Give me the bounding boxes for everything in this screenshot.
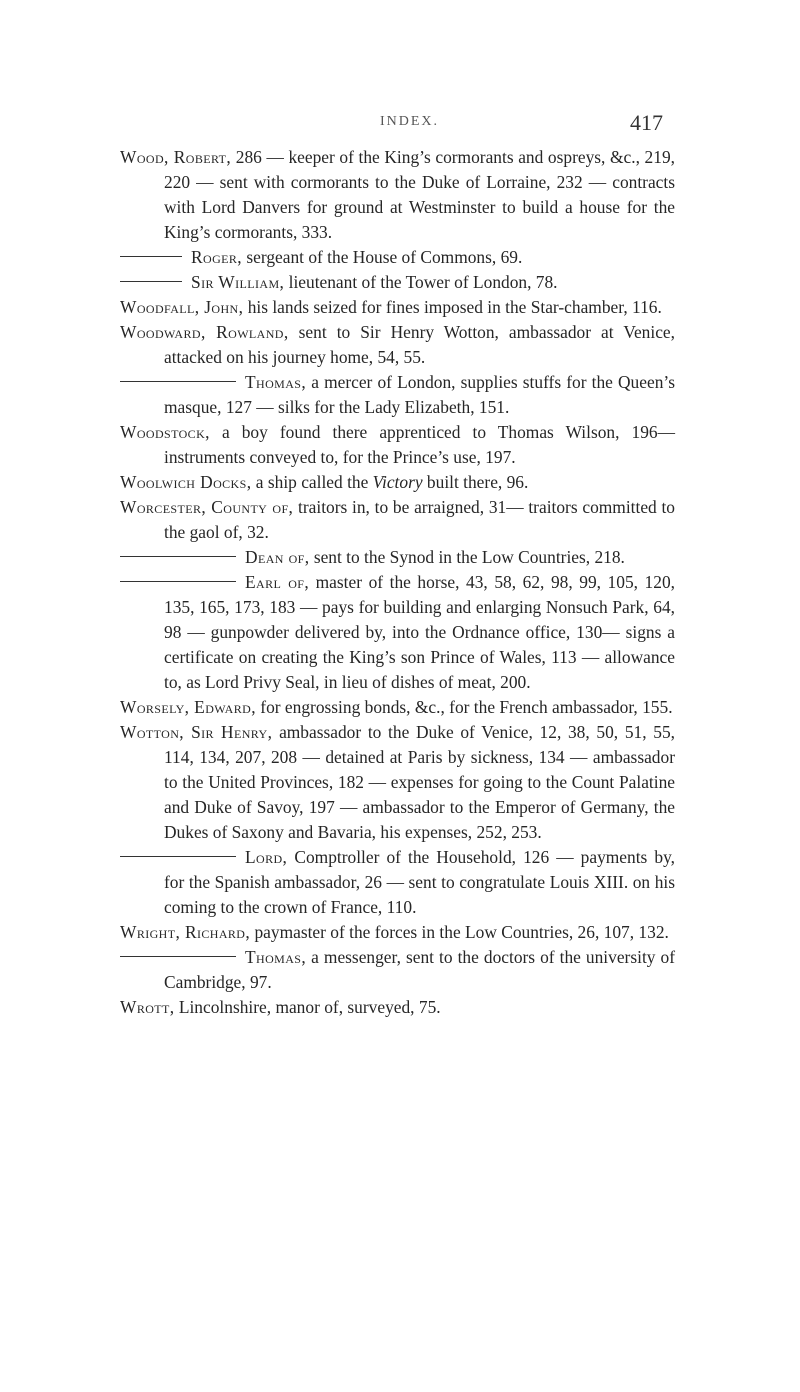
entry-heading: Wotton, Sir Henry, [120, 722, 273, 742]
ditto-dash [120, 256, 182, 257]
ditto-dash [120, 581, 236, 582]
entry-text: a ship called the [251, 472, 373, 492]
index-entry [0, 145, 675, 245]
index-entry [0, 920, 675, 945]
entry-heading: Thomas, [245, 947, 307, 967]
entry-text: paymaster of the forces in the Low Countries, 26, 107, 132. [250, 922, 669, 942]
entry-text: Lincolnshire, manor of, surveyed, 75. [174, 997, 441, 1017]
entry-heading: Woodfall, John, [120, 297, 244, 317]
ditto-dash [120, 381, 236, 382]
index-subentry [0, 945, 675, 995]
index-entry [0, 295, 675, 320]
entry-text: for engrossing bonds, &c., for the French ambassador, 155. [255, 697, 673, 717]
ditto-dash [120, 856, 236, 857]
entry-text: 286 — keeper of the King’s cormorants and ospreys, &c., 219, 220 — sent with cormorants to the Duke of Lorraine, 232 — contracts with Lord Danvers for ground at Westminster to build a house for the King’s cormorants, 333. [164, 147, 675, 242]
index-subentry [0, 545, 675, 570]
entry-text: traitors in, to be arraigned, 31— traitors committed to the gaol of, 32. [164, 497, 676, 542]
entry-text: a boy found there apprenticed to Thomas Wilson, 196— instruments conveyed to, for the Prince’s use, 197. [164, 422, 675, 467]
index-entry [0, 470, 675, 495]
index-entry [0, 495, 675, 545]
index-subentry [0, 245, 675, 270]
ditto-dash [120, 956, 236, 957]
ditto-dash [120, 281, 182, 282]
index-entry [0, 695, 675, 720]
entry-text: his lands seized for fines imposed in the Star-chamber, 116. [243, 297, 662, 317]
entry-text: master of the horse, 43, 58, 62, 98, 99, 105, 120, 135, 165, 173, 183 — pays for building and enlarging Nonsuch Park, 64, 98 — gunpowder delivered by, into the Ordnance office, 130— signs a certificate on creating the King’s son Prince of Wales, 113 — allowance to, as Lord Privy Seal, in lieu of dishes of meat, 200. [164, 572, 675, 692]
index-subentry [0, 270, 675, 295]
entry-heading: Thomas, [245, 372, 307, 392]
entry-text: Comptroller of the Household, 126 — payments by, for the Spanish ambassador, 26 — sent to congratulate Louis XIII. on his coming to the crown of France, 110. [164, 847, 675, 917]
ship-name: Victory [372, 472, 423, 492]
entry-heading: Woodward, Rowland, [120, 322, 289, 342]
index-entry [0, 420, 675, 470]
index-subentry [0, 570, 675, 695]
entry-heading: Worcester, County of, [120, 497, 294, 517]
entry-text: a mercer of London, supplies stuffs for the Queen’s masque, 127 — silks for the Lady Elizabeth, 151. [164, 372, 675, 417]
running-head [0, 112, 800, 140]
entry-heading: Wood, Robert, [120, 147, 232, 167]
page-number: 417 [630, 110, 663, 135]
index-entry [0, 995, 675, 1020]
ditto-dash [120, 556, 236, 557]
entry-heading: Lord, [245, 847, 288, 867]
index-subentry [0, 370, 675, 420]
entry-text: sent to Sir Henry Wotton, ambassador at Venice, attacked on his journey home, 54, 55. [164, 322, 675, 367]
entry-heading: Dean of, [245, 547, 310, 567]
index-entry [0, 720, 675, 845]
entry-heading: Woolwich Docks, [120, 472, 252, 492]
entry-text: lieutenant of the Tower of London, 78. [284, 272, 558, 292]
index-subentry [0, 845, 675, 920]
entry-text: a messenger, sent to the doctors of the university of Cambridge, 97. [164, 947, 675, 992]
entry-text: ambassador to the Duke of Venice, 12, 38, 50, 51, 55, 114, 134, 207, 208 — detained at Paris by sickness, 134 — ambassador to the United Provinces, 182 — expenses for going to the Count Palatine and Duke of Savoy, 197 — ambassador to the Emperor of Germany, the Dukes of Saxony and Bavaria, his expenses, 252, 253. [164, 722, 676, 842]
index-entries [0, 145, 800, 1020]
index-entry [0, 320, 675, 370]
entry-heading: Wrott, [120, 997, 175, 1017]
entry-heading: Sir William, [191, 272, 285, 292]
entry-text: sergeant of the House of Commons, 69. [242, 247, 523, 267]
entry-text: built there, 96. [422, 472, 529, 492]
entry-heading: Wright, Richard, [120, 922, 251, 942]
entry-text: sent to the Synod in the Low Countries, 218. [309, 547, 625, 567]
entry-heading: Woodstock, [120, 422, 210, 442]
entry-heading: Worsely, Edward, [120, 697, 256, 717]
running-head-title: INDEX. [380, 114, 440, 129]
entry-heading: Earl of, [245, 572, 310, 592]
entry-heading: Roger, [191, 247, 243, 267]
